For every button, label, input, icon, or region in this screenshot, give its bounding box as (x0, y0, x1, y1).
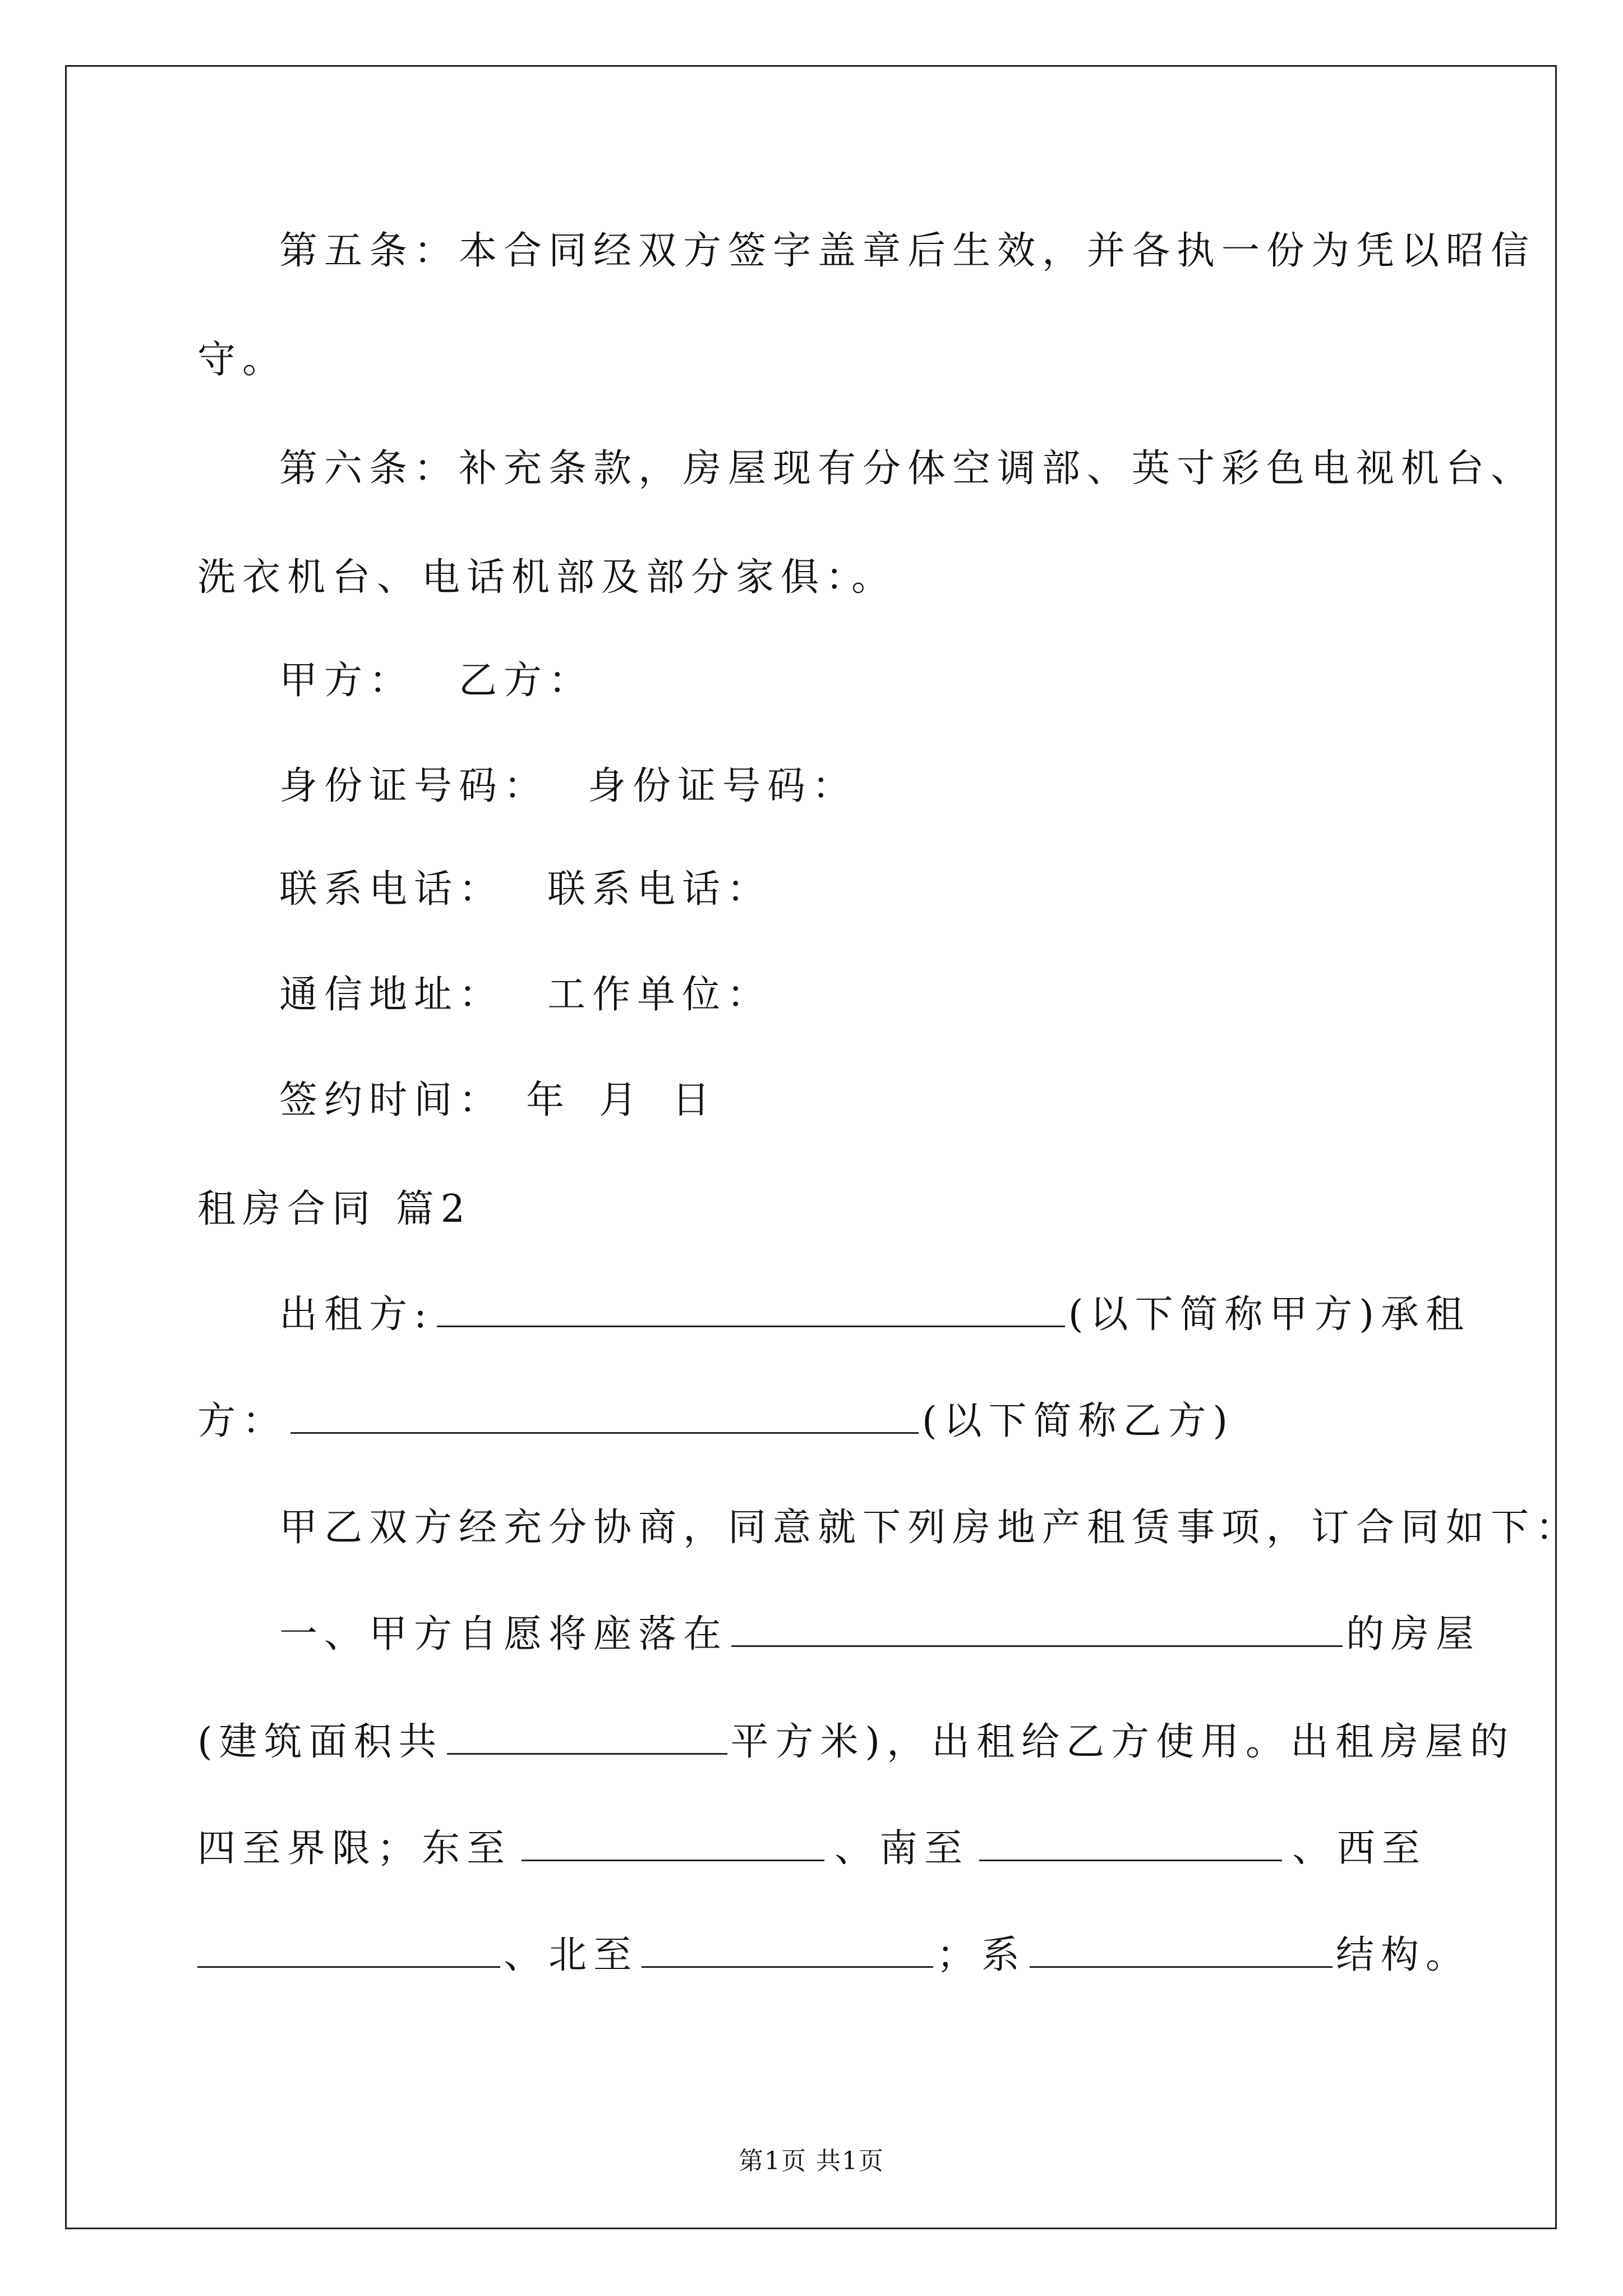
page-footer: 第1页 共1页 (739, 2147, 884, 2175)
area-suffix: 平方米)，出租给乙方使用。出租房屋的 (730, 1720, 1515, 1764)
clause-1-line-4 (197, 1933, 1471, 1977)
lessee-blank[interactable] (291, 1429, 919, 1434)
lessee-label: 方： (197, 1399, 288, 1443)
clause-1-suffix: 的房屋 (1346, 1612, 1481, 1657)
id-b-label: 身份证号码： (588, 764, 857, 808)
north-blank[interactable] (642, 1963, 933, 1968)
area-blank[interactable] (447, 1750, 727, 1755)
agreement-intro: 甲乙双方经充分协商，同意就下列房地产租赁事项，订合同如下： (279, 1506, 1581, 1550)
article-5-line-2: 守。 (197, 338, 288, 382)
area-prefix: (建筑面积共 (197, 1720, 444, 1764)
clause-1-line-1 (279, 1612, 1481, 1657)
phone-a-label: 联系电话： (279, 867, 504, 912)
month-label: 月 (599, 1078, 644, 1122)
id-row (279, 764, 857, 808)
clause-1-prefix: 一、甲方自愿将座落在 (279, 1612, 728, 1657)
lessee-suffix: (以下简称乙方) (922, 1399, 1235, 1443)
lessor-blank[interactable] (437, 1322, 1065, 1327)
id-a-label: 身份证号码： (279, 764, 549, 808)
year-label: 年 (526, 1078, 571, 1122)
lessor-row (279, 1292, 1470, 1337)
clause-1-line-2 (197, 1720, 1515, 1764)
day-label: 日 (672, 1078, 717, 1122)
clause-1-line-3 (197, 1826, 1427, 1871)
section-title: 租房合同 篇2 (197, 1187, 472, 1231)
east-blank[interactable] (522, 1856, 824, 1861)
party-row (279, 659, 594, 703)
sign-time-row (279, 1078, 717, 1122)
lessor-suffix: (以下简称甲方)承租 (1068, 1292, 1470, 1337)
west-label: 、西至 (1292, 1826, 1427, 1871)
phone-row (279, 867, 772, 912)
structure-label: ；系 (937, 1933, 1027, 1977)
location-blank[interactable] (731, 1642, 1343, 1647)
party-b-label: 乙方： (459, 659, 594, 703)
address-a-label: 通信地址： (279, 973, 504, 1017)
south-label: 、南至 (834, 1826, 969, 1871)
north-label: 、北至 (504, 1933, 639, 1977)
phone-b-label: 联系电话： (547, 867, 772, 912)
west-blank[interactable] (197, 1963, 500, 1968)
address-row (279, 973, 772, 1017)
south-blank[interactable] (979, 1856, 1282, 1861)
structure-suffix: 结构。 (1336, 1933, 1471, 1977)
party-a-label: 甲方： (279, 659, 414, 703)
structure-blank[interactable] (1030, 1963, 1332, 1968)
lessor-label: 出租方: (279, 1292, 434, 1337)
article-6-line-1: 第六条：补充条款，房屋现有分体空调部、英寸彩色电视机台、 (279, 447, 1536, 491)
page-border (65, 65, 1557, 2229)
article-5-line-1: 第五条：本合同经双方签字盖章后生效，并各执一份为凭以昭信 (279, 229, 1536, 273)
lessee-row (197, 1399, 1235, 1443)
workplace-b-label: 工作单位： (547, 973, 772, 1017)
bounds-label: 四至界限；东至 (197, 1826, 512, 1871)
sign-time-label: 签约时间： (279, 1078, 504, 1122)
article-6-line-2: 洗衣机台、电话机部及部分家俱：。 (197, 555, 897, 600)
